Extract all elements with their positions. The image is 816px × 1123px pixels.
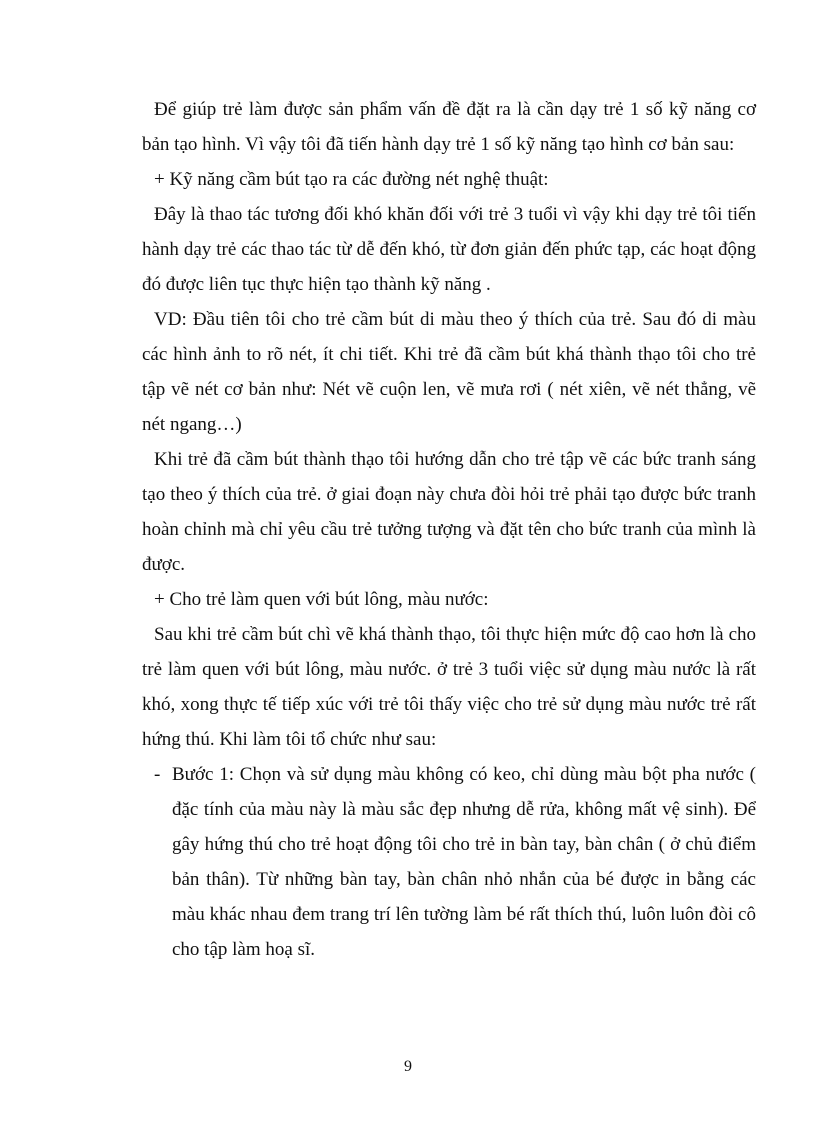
paragraph-example: VD: Đầu tiên tôi cho trẻ cầm bút di màu theo ý thích của trẻ. Sau đó di màu các hình ảnh to rõ nét, ít chi tiết. Khi trẻ đã cầm bút khá thành thạo tôi cho trẻ tập vẽ nét cơ bản như: Nét vẽ cuộn len, vẽ mưa rơi ( nét xiên, vẽ nét thẳng, vẽ nét ngang…) [142, 309, 756, 435]
page-number: 9 [404, 1058, 412, 1075]
step-1-text: Bước 1: Chọn và sử dụng màu không có keo, chỉ dùng màu bột pha nước ( đặc tính của màu này là màu sắc đẹp nhưng dễ rửa, không mất vệ sinh). Để gây hứng thú cho trẻ hoạt động tôi cho trẻ in bàn tay, bàn chân ( ở chủ điểm bản thân). Từ những bàn tay, bàn chân nhỏ nhắn của bé được in bằng các màu khác nhau đem trang trí lên tường làm bé rất thích thú, luôn luôn đòi cô cho tập làm hoạ sĩ. [172, 764, 756, 960]
paragraph-intro: Để giúp trẻ làm được sản phẩm vấn đề đặt ra là cần dạy trẻ 1 số kỹ năng cơ bản tạo hình. Vì vậy tôi đã tiến hành dạy trẻ 1 số kỹ năng tạo hình cơ bản sau: [142, 99, 756, 155]
step-bullet: - [154, 764, 161, 785]
page-body [142, 92, 756, 967]
step-1-item [154, 757, 756, 967]
heading-brush-paint: + Cho trẻ làm quen với bút lông, màu nước: [154, 589, 489, 610]
paragraph-creative-drawing: Khi trẻ đã cầm bút thành thạo tôi hướng dẫn cho trẻ tập vẽ các bức tranh sáng tạo theo ý thích của trẻ. ở giai đoạn này chưa đòi hỏi trẻ phải tạo được bức tranh hoàn chỉnh mà chỉ yêu cầu trẻ tưởng tượng và đặt tên cho bức tranh của mình là được. [142, 449, 756, 575]
paragraph-brush-paint: Sau khi trẻ cầm bút chì vẽ khá thành thạo, tôi thực hiện mức độ cao hơn là cho trẻ làm quen với bút lông, màu nước. ở trẻ 3 tuổi việc sử dụng màu nước là rất khó, xong thực tế tiếp xúc với trẻ tôi thấy việc cho trẻ sử dụng màu nước trẻ rất hứng thú. Khi làm tôi tổ chức như sau: [142, 624, 756, 750]
heading-pen-skill: + Kỹ năng cầm bút tạo ra các đường nét nghệ thuật: [154, 169, 549, 190]
paragraph-pen-skill: Đây là thao tác tương đối khó khăn đối với trẻ 3 tuổi vì vậy khi dạy trẻ tôi tiến hành dạy trẻ các thao tác từ dễ đến khó, từ đơn giản đến phức tạp, các hoạt động đó được liên tục thực hiện tạo thành kỹ năng . [142, 204, 756, 295]
